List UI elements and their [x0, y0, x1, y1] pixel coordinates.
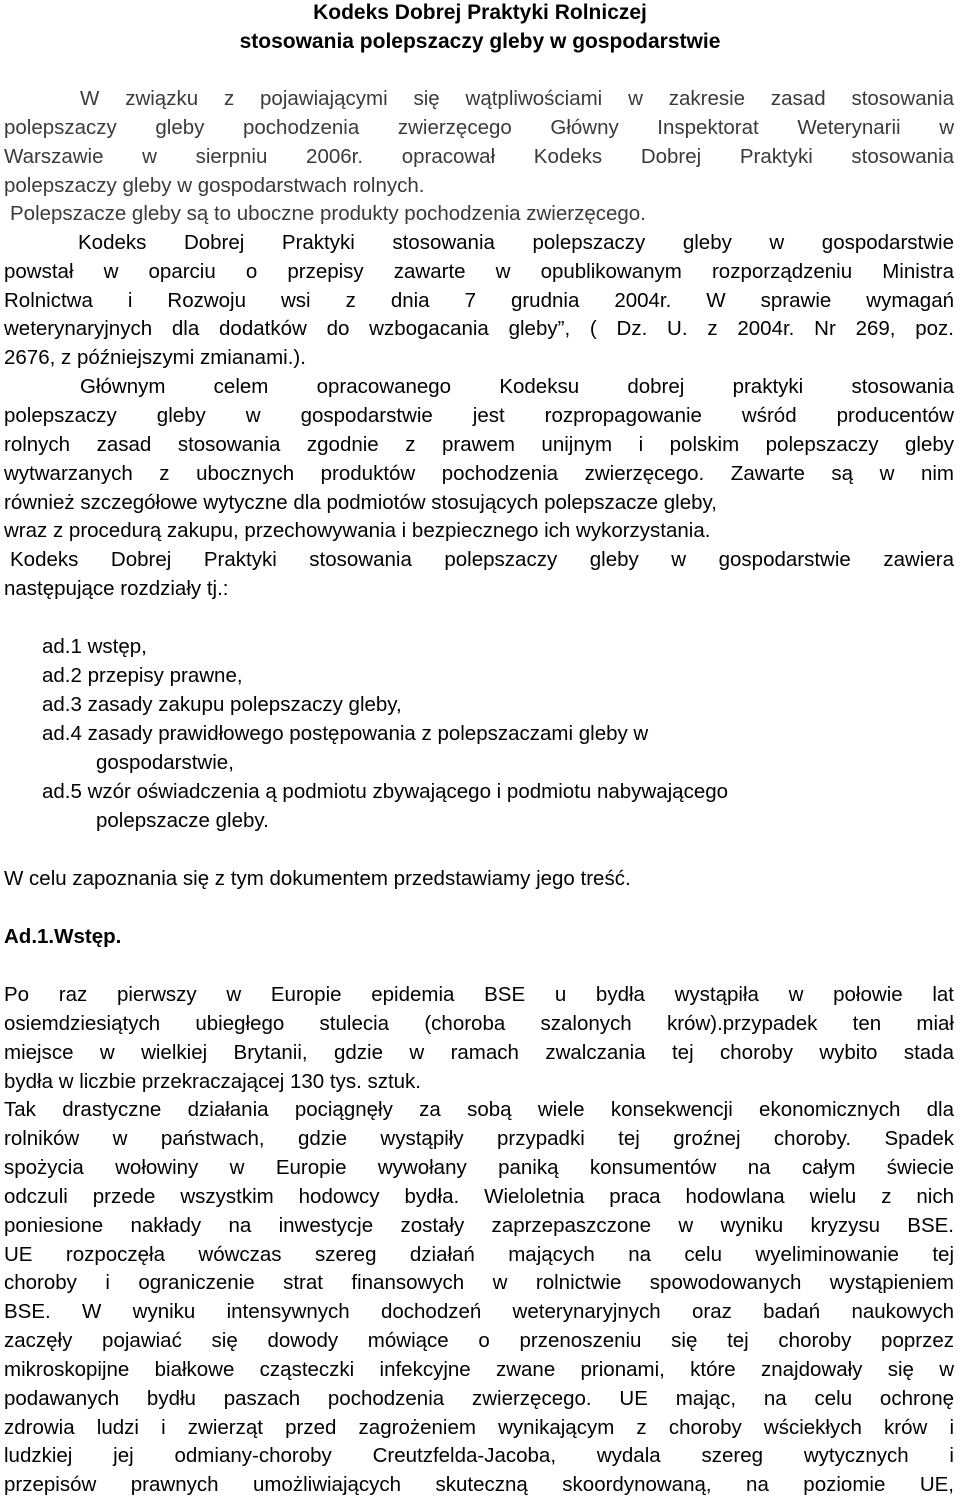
body-line: poniesione nakłady na inwestycje zostały zaprzepaszczone w wyniku kryzysu BSE. — [4, 1214, 954, 1237]
chapter-item-continuation: gospodarstwie, — [96, 751, 234, 774]
chapter-item-continuation: polepszacze gleby. — [96, 809, 269, 832]
body-line: rolników w państwach, gdzie wystąpiły przypadki tej groźnej choroby. Spadek — [4, 1127, 954, 1150]
body-line: BSE. W wyniku intensywnych dochodzeń weterynaryjnych oraz badań naukowych — [4, 1300, 954, 1323]
intro-line: następujące rozdziały tj.: — [4, 577, 229, 600]
body-line: Po raz pierwszy w Europie epidemia BSE u bydła wystąpiła w połowie lat — [4, 983, 954, 1006]
body-line: podawanych bydłu paszach pochodzenia zwierzęcego. UE mając, na celu ochronę — [4, 1387, 954, 1410]
body-line: osiemdziesiątych ubiegłego stulecia (choroba szalonych krów).przypadek ten miał — [4, 1012, 954, 1035]
intro-line: 2676, z późniejszymi zmianami.). — [4, 346, 306, 369]
intro-line: Warszawie w sierpniu 2006r. opracował Kodeks Dobrej Praktyki stosowania — [4, 145, 954, 168]
intro-line: W związku z pojawiającymi się wątpliwościami w zakresie zasad stosowania — [80, 87, 954, 110]
section-heading: Ad.1.Wstęp. — [4, 925, 122, 948]
intro-line: powstał w oparciu o przepisy zawarte w opublikowanym rozporządzeniu Ministra — [4, 260, 954, 283]
intro-line: Kodeks Dobrej Praktyki stosowania polepszaczy gleby w gospodarstwie zawiera — [10, 548, 954, 571]
document-title: Kodeks Dobrej Praktyki Rolniczej — [313, 1, 647, 24]
intro-line: Rolnictwa i Rozwoju wsi z dnia 7 grudnia 2004r. W sprawie wymagań — [4, 289, 954, 312]
body-line: ludzkiej jej odmiany-choroby Creutzfelda-Jacoba, wydala szereg wytycznych i — [4, 1444, 954, 1467]
intro-line: weterynaryjnych dla dodatków do wzbogacania gleby”, ( Dz. U. z 2004r. Nr 269, poz. — [4, 317, 954, 340]
intro-line: Polepszacze gleby są to uboczne produkty pochodzenia zwierzęcego. — [10, 202, 646, 225]
intro-line: wraz z procedurą zakupu, przechowywania i bezpiecznego ich wykorzystania. — [4, 519, 711, 542]
intro-line: wytwarzanych z ubocznych produktów pochodzenia zwierzęcego. Zawarte są w nim — [4, 462, 954, 485]
body-line: zdrowia ludzi i zwierząt przed zagrożeniem wynikającym z choroby wściekłych krów i — [4, 1416, 954, 1439]
chapter-item: ad.4 zasady prawidłowego postępowania z polepszaczami gleby w — [42, 722, 649, 745]
intro-line: rolnych zasad stosowania zgodnie z prawem unijnym i polskim polepszaczy gleby — [4, 433, 954, 456]
document-subtitle: stosowania polepszaczy gleby w gospodarstwie — [239, 30, 721, 53]
body-line: przepisów prawnych umożliwiających skuteczną skoordynowaną, na poziomie UE, — [4, 1473, 954, 1496]
body-line: mikroskopijne białkowe cząsteczki infekcyjne zwane prionami, które znajdowały się w — [4, 1358, 954, 1381]
body-line: odczuli przede wszystkim hodowcy bydła. Wieloletnia praca hodowlana wielu z nich — [4, 1185, 954, 1208]
chapter-item: ad.3 zasady zakupu polepszaczy gleby, — [42, 693, 402, 716]
intro-line: polepszaczy gleby w gospodarstwach rolnych. — [4, 174, 425, 197]
intro-line: również szczegółowe wytyczne dla podmiotów stosujących polepszacze gleby, — [4, 491, 717, 514]
intro-line: Głównym celem opracowanego Kodeksu dobrej praktyki stosowania — [80, 375, 954, 398]
body-line: spożycia wołowiny w Europie wywołany paniką konsumentów na całym świecie — [4, 1156, 954, 1179]
body-line: miejsce w wielkiej Brytanii, gdzie w ramach zwalczania tej choroby wybito stada — [4, 1041, 954, 1064]
chapter-item: ad.5 wzór oświadczenia ą podmiotu zbywającego i podmiotu nabywającego — [42, 780, 729, 803]
intro-line: Kodeks Dobrej Praktyki stosowania polepszaczy gleby w gospodarstwie — [78, 231, 954, 254]
closing-sentence: W celu zapoznania się z tym dokumentem przedstawiamy jego treść. — [4, 867, 631, 890]
body-line: UE rozpoczęła wówczas szereg działań mających na celu wyeliminowanie tej — [4, 1243, 954, 1266]
body-line: bydła w liczbie przekraczającej 130 tys. sztuk. — [4, 1070, 422, 1093]
intro-line: polepszaczy gleby pochodzenia zwierzęcego Główny Inspektorat Weterynarii w — [4, 116, 954, 139]
body-line: zaczęły pojawiać się dowody mówiące o przenoszeniu się tej choroby poprzez — [4, 1329, 954, 1352]
intro-line: polepszaczy gleby w gospodarstwie jest rozpropagowanie wśród producentów — [4, 404, 954, 427]
chapter-item: ad.1 wstęp, — [42, 635, 147, 658]
body-line: Tak drastyczne działania pociągnęły za sobą wiele konsekwencji ekonomicznych dla — [4, 1098, 954, 1121]
body-line: choroby i ograniczenie strat finansowych w rolnictwie spowodowanych wystąpieniem — [4, 1271, 954, 1294]
chapter-item: ad.2 przepisy prawne, — [42, 664, 243, 687]
